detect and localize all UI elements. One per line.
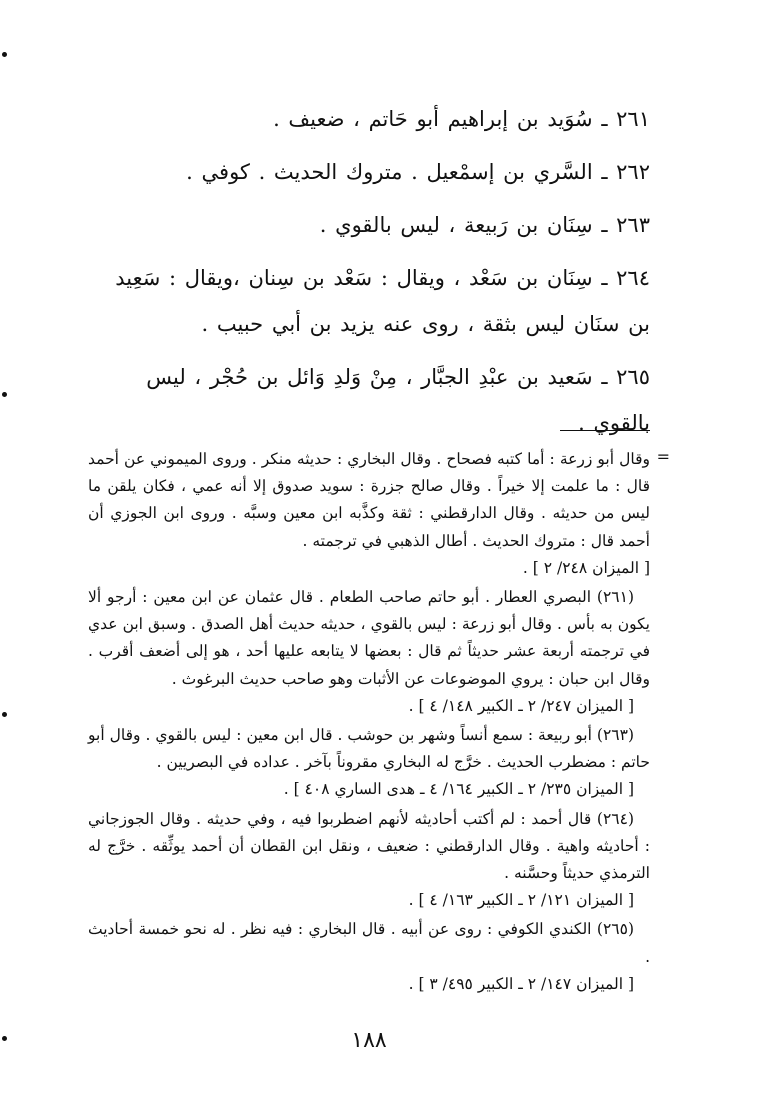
margin-mark-mid-left — [2, 392, 7, 397]
entry-262: ٢٦٢ ـ السَّري بن إسمْعيل . متروك الحديث . كوفي . — [186, 160, 650, 184]
footnote-264 — [88, 806, 650, 915]
footnotes — [88, 446, 650, 1000]
footnote-reference: [ الميزان ٢٤٧/ ٢ ـ الكبير ١٤٨/ ٤ ] . — [408, 696, 634, 715]
margin-mark-top-left — [2, 52, 7, 57]
narrator-entries — [88, 96, 650, 446]
footnote-reference: [ الميزان ١٤٧/ ٢ ـ الكبير ٤٩٥/ ٣ ] . — [408, 974, 634, 993]
footnote-263 — [88, 722, 650, 804]
footnote-reference: [ الميزان ١٢١/ ٢ ـ الكبير ١٦٣/ ٤ ] . — [408, 891, 634, 910]
margin-mark-lower-left — [2, 712, 7, 717]
footnote-265 — [88, 916, 650, 998]
footnote-continuation-marker: = — [656, 447, 670, 466]
footnote-text: (٢٦٥) الكندي الكوفي : روى عن أبيه . قال البخاري : فيه نظر . له نحو خمسة أحاديث . — [88, 920, 650, 966]
footnote-reference: [ الميزان ٢٣٥/ ٢ ـ الكبير ١٦٤/ ٤ ـ هدى الساري ٤٠٨ ] . — [283, 780, 634, 799]
entry-261: ٢٦١ ـ سُوَيد بن إبراهيم أبو حَاتم ، ضعيف . — [273, 107, 650, 131]
margin-mark-bottom-left — [2, 1036, 7, 1041]
footnote-261 — [88, 584, 650, 720]
page-number: ١٨٨ — [351, 1028, 387, 1053]
footnote-text: (٢٦١) البصري العطار . أبو حاتم صاحب الطعام . قال عثمان عن ابن معين : أرجو ألا يكون به بأس . وقال أبو زرعة : ليس بالقوي ، حديثه حديث أهل الصدق . وسبق ابن عدي في ترجمته أربعة عشر حديثاً ثم قال : بعضها لا يتابعه عليها أحد ، هو إلى أضعف أقرب . وقال ابن حبان : يروي الموضوعات عن الأثبات وهو صاحب حديث البرغوث . — [88, 588, 650, 688]
footnote-reference: [ الميزان ٢٤٨/ ٢ ] . — [522, 558, 650, 577]
footnote-text: (٢٦٣) أبو ربيعة : سمع أنساً وشهر بن حوشب . قال ابن معين : ليس بالقوي . وقال أبو حاتم : مضطرب الحديث . خرَّج له البخاري مقروناً بآخر . عداده في البصريين . — [88, 726, 650, 772]
entry-265: ٢٦٥ ـ سَعيد بن عبْدِ الجبَّار ، مِنْ وَلدِ وَائل بن حُجْر ، ليس بالقوي . — [146, 365, 650, 435]
footnote-text: وقال أبو زرعة : أما كتبه فصحاح . وقال البخاري : حديثه منكر . وروى الميموني عن أحمد قال : ما علمت إلا خيراً . وقال صالح جزرة : سويد صدوق إلا أنه عمي ، فكان يلقن ما ليس من حديثه . وقال الدارقطني : ثقة وكذَّبه ابن معين وسبَّه . وروى ابن الجوزي أن أحمد قال : متروك الحديث . أطال الذهبي في ترجمته . — [88, 450, 650, 550]
entry-263: ٢٦٣ ـ سِنَان بن رَبيعة ، ليس بالقوي . — [319, 213, 650, 237]
footnote-continued — [88, 446, 650, 582]
entry-264: ٢٦٤ ـ سِنَان بن سَعْد ، ويقال : سَعْد بن سِنان ،ويقال : سَعِيد بن سنَان ليس بثقة ، روى عنه يزيد بن أبي حبيب . — [115, 266, 650, 336]
footnote-text: (٢٦٤) قال أحمد : لم أكتب أحاديثه لأنهم اضطربوا فيه ، وفي حديثه . وقال الجوزجاني : أحاديثه واهية . وقال الدارقطني : ضعيف ، ونقل ابن القطان أن أحمد يوثِّقه . خرَّج له الترمذي حديثاً وحسَّنه . — [88, 809, 650, 883]
footnote-separator — [560, 430, 650, 431]
book-page — [88, 96, 670, 1086]
